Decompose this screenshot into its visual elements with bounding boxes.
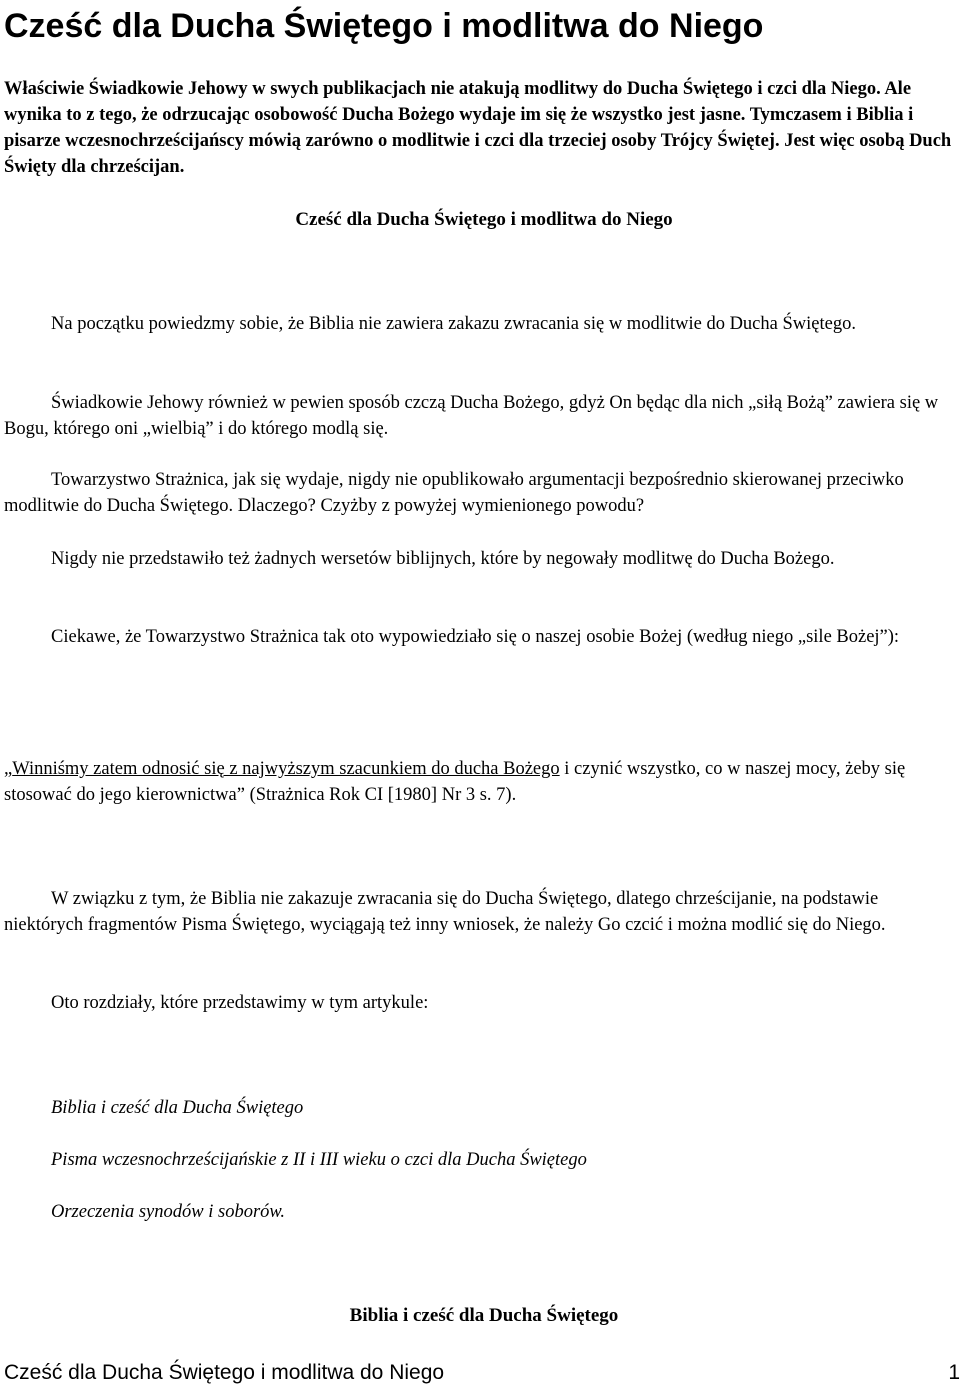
chapter-item: Biblia i cześć dla Ducha Świętego	[51, 1098, 304, 1118]
paragraph-4: Nigdy nie przedstawiło też żadnych wersetów biblijnych, które by negowały modlitwę do Ducha Bożego.	[51, 549, 835, 569]
quote-open-mark: „	[4, 759, 13, 779]
article-subtitle: Cześć dla Ducha Świętego i modlitwa do Niego	[295, 209, 673, 230]
paragraph-7: W związku z tym, że Biblia nie zakazuje zwracania się do Ducha Świętego, dlatego chrześcijanie, na podstawie niektórych fragmentów Pisma Świętego, wyciągają też inny wniosek, że należy Go czcić i można modlić się do Niego.	[4, 889, 886, 935]
intro-paragraph: Właściwie Świadkowie Jehowy w swych publikacjach nie atakują modlitwy do Ducha Świętego i czci dla Niego. Ale wynika to z tego, że odrzucając osobowość Ducha Bożego wydaje im się że wszystko jest jasne. Tymczasem i Biblia i pisarze wczesnochrześcijańscy mówią zarówno o modlitwie i czci dla trzeciej osoby Trójcy Świętej. Jest więc osobą Duch Święty dla chrześcijan.	[4, 79, 952, 177]
section-heading: Biblia i cześć dla Ducha Świętego	[349, 1305, 619, 1326]
footer-page-number: 1	[948, 1361, 960, 1384]
paragraph-5: Ciekawe, że Towarzystwo Strażnica tak oto wypowiedziało się o naszej osobie Bożej (według niego „sile Bożej”):	[51, 627, 900, 647]
page-title: Cześć dla Ducha Świętego i modlitwa do Niego	[4, 7, 764, 45]
quote-rest-text: i czynić wszystko, co w naszej mocy, żeby się stosować do jego kierownictwa” (Strażnica Rok CI [1980] Nr 3 s. 7).	[4, 759, 906, 805]
paragraph-2: Świadkowie Jehowy również w pewien sposób czczą Ducha Bożego, gdyż On będąc dla nich „siłą Bożą” zawiera się w Bogu, którego oni „wielbią” i do którego modlą się.	[4, 393, 939, 439]
footer-title: Cześć dla Ducha Świętego i modlitwa do Niego	[4, 1361, 445, 1384]
quote-underlined-text: Winniśmy zatem odnosić się z najwyższym szacunkiem do ducha Bożego	[12, 759, 560, 779]
paragraph-8: Oto rozdziały, które przedstawimy w tym artykule:	[51, 993, 429, 1013]
chapter-item: Orzeczenia synodów i soborów.	[51, 1202, 285, 1222]
paragraph-3: Towarzystwo Strażnica, jak się wydaje, nigdy nie opublikowało argumentacji bezpośrednio skierowanej przeciwko modlitwie do Ducha Świętego. Dlaczego? Czyżby z powyżej wymienionego powodu?	[4, 470, 904, 516]
chapter-item: Pisma wczesnochrześcijańskie z II i III wieku o czci dla Ducha Świętego	[51, 1150, 587, 1170]
quote-paragraph	[4, 756, 958, 808]
paragraph-1: Na początku powiedzmy sobie, że Biblia nie zawiera zakazu zwracania się w modlitwie do Ducha Świętego.	[51, 314, 856, 334]
